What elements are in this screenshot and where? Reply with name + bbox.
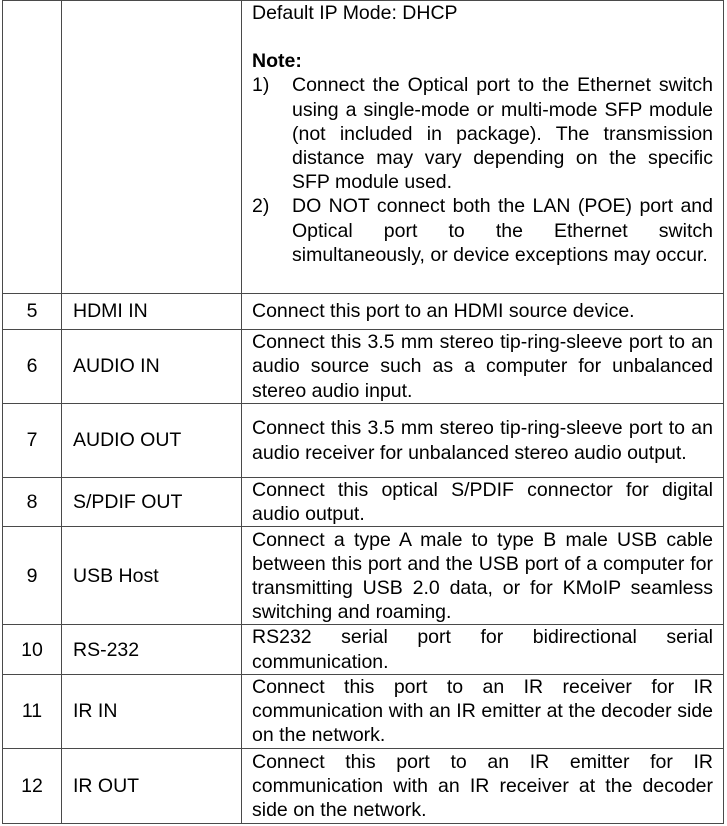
port-name-cell: S/PDIF OUT: [62, 478, 242, 527]
note-index: 2): [252, 195, 270, 218]
row-number-cell: 7: [3, 404, 62, 478]
table-row: [3, 748, 724, 823]
note-item: [252, 194, 713, 267]
table-row: [3, 404, 724, 478]
table-row: [3, 527, 724, 625]
note-title: Note:: [252, 50, 302, 73]
description-cell: Connect a type A male to type B male USB cable between this port and the USB port of a computer for transmitting USB 2.0 data, or for KMoIP seamless switching and roaming.: [242, 527, 724, 625]
row-number-cell: 6: [3, 330, 62, 404]
table-row: [3, 478, 724, 527]
row-number-cell: 8: [3, 478, 62, 527]
table-row: [3, 674, 724, 748]
note-text: DO NOT connect both the LAN (POE) port and Optical port to the Ethernet switch simultaneously, or device exceptions may occur.: [292, 195, 713, 266]
port-name-cell: AUDIO IN: [62, 330, 242, 404]
description-cell: Connect this port to an HDMI source device.: [242, 294, 724, 330]
description-cell: RS232 serial port for bidirectional serial communication.: [242, 625, 724, 674]
description-cell: Connect this optical S/PDIF connector for digital audio output.: [242, 478, 724, 527]
note-item: [252, 73, 713, 194]
row-number-cell: [3, 1, 62, 294]
row-number-cell: 11: [3, 674, 62, 748]
row-number-cell: 10: [3, 625, 62, 674]
port-name-cell: [62, 1, 242, 294]
port-name-cell: RS-232: [62, 625, 242, 674]
description-cell: Connect this 3.5 mm stereo tip-ring-sleeve port to an audio receiver for unbalanced stereo audio output.: [242, 404, 724, 478]
table-row: [3, 625, 724, 674]
note-text: Connect the Optical port to the Ethernet switch using a single-mode or multi-mode SFP module (not included in package). The transmission distance may vary depending on the specific SFP module used.: [292, 74, 713, 194]
description-cell: Connect this 3.5 mm stereo tip-ring-sleeve port to an audio source such as a computer for unbalanced stereo audio input.: [242, 330, 724, 404]
row-number-cell: 5: [3, 294, 62, 330]
description-cell: [242, 1, 724, 294]
table-row: [3, 330, 724, 404]
port-name-cell: AUDIO OUT: [62, 404, 242, 478]
port-name-cell: USB Host: [62, 527, 242, 625]
row-number-cell: 12: [3, 748, 62, 823]
table-row: [3, 294, 724, 330]
table-row-continued: [3, 1, 724, 294]
default-ip-mode-text: Default IP Mode: DHCP: [252, 2, 458, 24]
note-list: [252, 73, 713, 267]
description-cell: Connect this port to an IR emitter for IR communication with an IR receiver at the decoder side on the network.: [242, 748, 724, 823]
port-name-cell: HDMI IN: [62, 294, 242, 330]
row-number-cell: 9: [3, 527, 62, 625]
port-name-cell: IR IN: [62, 674, 242, 748]
port-name-cell: IR OUT: [62, 748, 242, 823]
description-cell: Connect this port to an IR receiver for IR communication with an IR emitter at the decoder side on the network.: [242, 674, 724, 748]
note-index: 1): [252, 74, 270, 97]
port-description-table: [2, 0, 724, 824]
